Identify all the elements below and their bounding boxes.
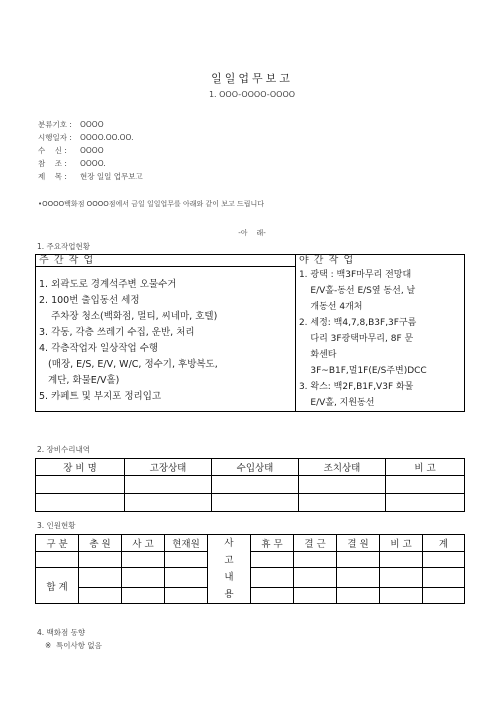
meta-row-classification bbox=[38, 119, 104, 130]
night-work-cell bbox=[295, 267, 464, 412]
meta-row-recipient bbox=[38, 145, 104, 156]
document-title: 일일업무보고 bbox=[211, 72, 293, 85]
list-item: 2. 세정: 백4,7,8,B3F,3F구름 bbox=[298, 317, 417, 328]
section-heading-work: 1. 주요작업현황 bbox=[37, 242, 91, 251]
table-cell bbox=[36, 476, 125, 494]
table-cell bbox=[337, 568, 380, 588]
table-cell bbox=[36, 494, 125, 512]
table-cell bbox=[251, 588, 294, 604]
table-cell bbox=[165, 588, 208, 604]
day-work-header: 주 간 작 업 bbox=[36, 255, 296, 267]
table-cell bbox=[251, 552, 294, 568]
document-number: 1. OOO-OOOO-OOOO bbox=[208, 90, 296, 99]
list-item: 주차장 청소(백화점, 멀티, 씨네마, 호텔) bbox=[39, 311, 218, 322]
meta-key: 수 신 : bbox=[38, 146, 67, 155]
list-item: 1. 광택 : 백3F마무리 전망대 bbox=[298, 269, 412, 280]
table-cell bbox=[294, 552, 337, 568]
table-cell bbox=[122, 568, 165, 588]
table-cell bbox=[380, 588, 423, 604]
meta-row-date bbox=[38, 132, 133, 143]
table-cell bbox=[299, 494, 386, 512]
work-status-table bbox=[35, 254, 465, 412]
table-cell bbox=[251, 568, 294, 588]
accident-detail-label: 사 고 내 용 bbox=[208, 535, 251, 604]
intro-text: •OOOO백화점 OOOO점에서 금일 일일업무를 아래와 같이 보고 드립니다 bbox=[38, 200, 265, 208]
list-item: 3. 각동, 각층 쓰레기 수집, 운반, 처리 bbox=[39, 327, 195, 338]
day-work-cell bbox=[36, 267, 296, 412]
column-header: 계 bbox=[423, 535, 465, 552]
table-cell bbox=[423, 568, 465, 588]
total-label: 합 계 bbox=[36, 568, 79, 604]
column-header: 비 고 bbox=[386, 459, 465, 476]
night-work-header: 야 간 작 업 bbox=[295, 255, 464, 267]
meta-value: 현장 일일 업무보고 bbox=[80, 172, 143, 181]
meta-key: 시행일자 : bbox=[38, 133, 72, 142]
meta-value: OOOO bbox=[80, 120, 104, 129]
table-cell bbox=[79, 568, 122, 588]
column-header: 고장상태 bbox=[125, 459, 212, 476]
column-header: 휴 무 bbox=[251, 535, 294, 552]
list-item: E/V홀, 지원동선 bbox=[298, 397, 375, 408]
table-cell bbox=[386, 494, 465, 512]
meta-value: OOOO.OO.OO. bbox=[80, 133, 134, 142]
list-item: 다리 3F광택마무리, 8F 문 bbox=[298, 333, 414, 344]
list-item: 개동선 4개처 bbox=[298, 301, 363, 312]
meta-row-subject bbox=[38, 171, 143, 182]
column-header: 사 고 bbox=[122, 535, 165, 552]
meta-key: 참 조 : bbox=[38, 159, 67, 168]
table-cell bbox=[36, 552, 79, 568]
section-heading-equipment: 2. 장비수리내역 bbox=[37, 445, 91, 454]
table-cell bbox=[125, 494, 212, 512]
meta-key: 제 목 : bbox=[38, 172, 67, 181]
equipment-repair-table bbox=[35, 458, 465, 512]
table-cell bbox=[125, 476, 212, 494]
list-item: 화센타 bbox=[298, 349, 337, 360]
column-header: 수입상태 bbox=[212, 459, 299, 476]
list-item: 1. 외곽도로 경계석주변 오물수거 bbox=[39, 279, 177, 290]
list-item: 3F~B1F,멀1F(E/S주변)DCC bbox=[298, 365, 427, 376]
column-header: 총 원 bbox=[79, 535, 122, 552]
table-cell bbox=[299, 476, 386, 494]
list-item: (매장, E/S, E/V, W/C, 정수기, 후방복도, bbox=[39, 359, 218, 370]
staff-status-table bbox=[35, 534, 465, 604]
column-header: 결 원 bbox=[337, 535, 380, 552]
column-header: 장 비 명 bbox=[36, 459, 125, 476]
list-item: 4. 각층작업자 일상작업 수행 bbox=[39, 343, 159, 354]
meta-value: OOOO. bbox=[80, 159, 106, 168]
table-cell bbox=[380, 568, 423, 588]
meta-key: 분류기호 : bbox=[38, 120, 72, 129]
list-item: 5. 카페트 및 부지포 정리입고 bbox=[39, 391, 162, 402]
table-cell bbox=[122, 552, 165, 568]
list-item: 2. 100번 출입동선 세정 bbox=[39, 295, 140, 306]
meta-row-reference bbox=[38, 158, 106, 169]
table-cell bbox=[79, 588, 122, 604]
table-cell bbox=[337, 552, 380, 568]
column-header: 현재원 bbox=[165, 535, 208, 552]
no-issues-note: ※ 특이사항 없음 bbox=[45, 641, 102, 650]
column-header: 결 근 bbox=[294, 535, 337, 552]
below-heading: -아 래- bbox=[238, 229, 266, 237]
table-cell bbox=[79, 552, 122, 568]
column-header: 구 분 bbox=[36, 535, 79, 552]
section-heading-staff: 3. 인원현황 bbox=[37, 521, 76, 530]
list-item: 3. 왁스: 백2F,B1F,V3F 화물 bbox=[298, 381, 414, 392]
meta-value: OOOO bbox=[80, 146, 104, 155]
table-cell bbox=[212, 476, 299, 494]
list-item: E/V홀-동선 E/S옆 동선, 날 bbox=[298, 285, 416, 296]
table-cell bbox=[380, 552, 423, 568]
table-cell bbox=[386, 476, 465, 494]
column-header: 비 고 bbox=[380, 535, 423, 552]
table-cell bbox=[423, 588, 465, 604]
list-item: 계단, 화물E/V홀) bbox=[39, 375, 120, 386]
table-cell bbox=[165, 568, 208, 588]
table-cell bbox=[294, 588, 337, 604]
section-heading-department-store: 4. 백화점 동향 bbox=[37, 628, 86, 637]
table-cell bbox=[423, 552, 465, 568]
table-cell bbox=[212, 494, 299, 512]
table-cell bbox=[337, 588, 380, 604]
table-cell bbox=[294, 568, 337, 588]
column-header: 조치상태 bbox=[299, 459, 386, 476]
table-cell bbox=[165, 552, 208, 568]
table-cell bbox=[122, 588, 165, 604]
